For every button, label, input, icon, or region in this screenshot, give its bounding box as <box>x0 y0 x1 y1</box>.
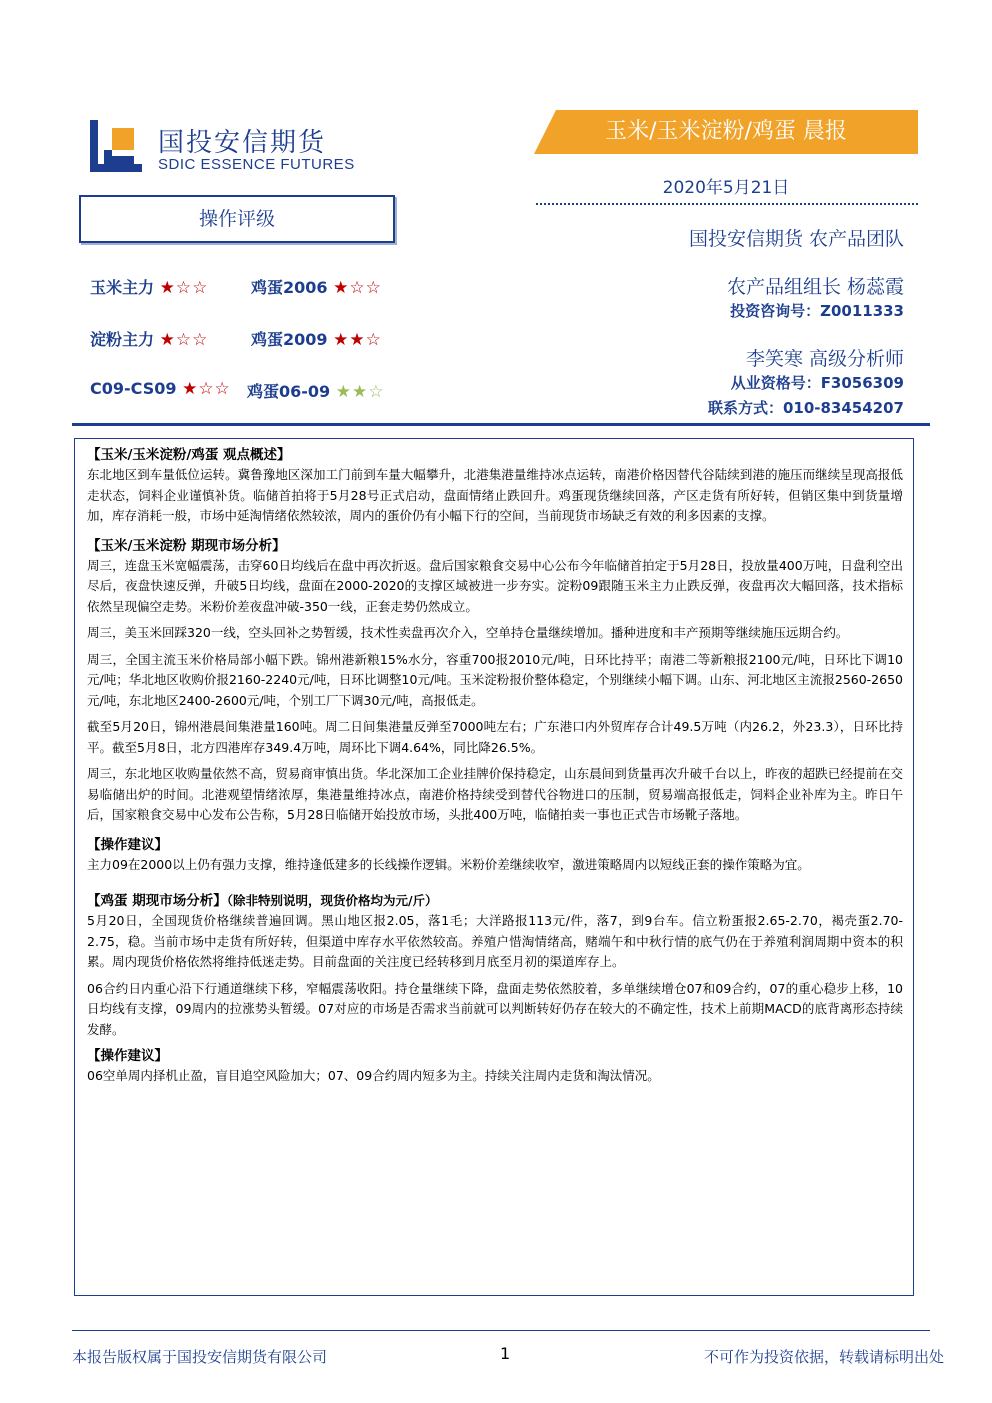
star-empty-icon: ☆ <box>365 330 382 350</box>
senior-analyst: 李笑寒 高级分析师 <box>745 348 904 370</box>
logo-mark-icon <box>90 120 142 172</box>
star-empty-icon: ☆☆ <box>198 379 231 399</box>
section-title-overview: 【玉米/玉米淀粉/鸡蛋 观点概述】 <box>87 447 291 463</box>
star-filled-icon: ★ <box>159 330 176 350</box>
lead-analyst: 农产品组组长 杨蕊霞 <box>726 276 904 298</box>
section-title-egg-analysis <box>87 891 903 911</box>
star-empty-icon: ☆ <box>368 382 385 402</box>
footer-copyright: 本报告版权属于国投安信期货有限公司 <box>72 1348 328 1366</box>
team-name: 国投安信期货 农产品团队 <box>688 228 904 250</box>
paragraph: 06空单周内择机止盈，盲目追空风险加大；07、09合约周内短多为主。持续关注周内走货和淘汰情况。 <box>87 1068 660 1083</box>
rating-label: 鸡蛋06-09 <box>247 382 331 401</box>
section-note: （除非特别说明，现货价格均为元/斤） <box>226 893 438 908</box>
report-title: 玉米/玉米淀粉/鸡蛋 晨报 <box>605 119 847 144</box>
contact-info: 联系方式：010-83454207 <box>707 399 904 417</box>
paragraph: 主力09在2000以上仍有强力支撑，维持逢低建多的长线操作逻辑。米粉价差继续收窄，激进策略周内以短线正套的操作策略为宜。 <box>87 856 810 872</box>
senior-analyst-id: 从业资格号：F3056309 <box>730 374 904 392</box>
section-title-advice-corn: 【操作建议】 <box>87 836 168 853</box>
report-date: 2020年5月21日 <box>662 178 790 198</box>
report-body <box>74 438 914 1296</box>
logo-text-cn: 国投安信期货 <box>158 128 327 158</box>
paragraph: 周三，东北地区收购量依然不高，贸易商审慎出货。华北深加工企业挂牌价保持稳定，山东晨间到货量再次升破千台以上，昨夜的超跌已经提前在交易临储出炉的时间。北港观望情绪浓厚，集港量维持冰点，南港价格持续受到替代谷物进口的压制，贸易端高报低走，饲料企业补库为主。昨日午后，国家粮食交易中心发布公告称，5月28日临储开始投放市场，头批400万吨，临储拍卖一事也正式告市场靴子落地。 <box>87 766 903 822</box>
logo-text-en: SDIC ESSENCE FUTURES <box>158 156 355 173</box>
star-filled-icon: ★★ <box>333 330 366 350</box>
rating-row <box>251 327 382 350</box>
paragraph: 周三，连盘玉米宽幅震荡，击穿60日均线后在盘中再次折返。盘后国家粮食交易中心公布今年临储首拍定于5月28日，投放量400万吨，日盘利空出尽后，夜盘快速反弹，升破5日均线，盘面在2000-2020的支撑区域被进一步夯实。淀粉09跟随玉米主力止跌反弹，夜盘再次大幅回落，技术指标依然呈现偏空走势。米粉价差夜盘冲破-350一线，正套走势仍然成立。 <box>87 557 903 614</box>
rating-label: C09-CS09 <box>90 379 177 398</box>
dotted-divider <box>536 203 918 205</box>
section-title-text: 【鸡蛋 期现市场分析】 <box>87 893 227 909</box>
paragraph: 截至5月20日，锦州港晨间集港量160吨。周二日间集港量反弹至7000吨左右；广东港口内外贸库存合计49.5万吨（内26.2，外23.3），日环比持平。截至5月8日，北方四港库存349.4万吨，周环比下调4.64%，同比降26.5%。 <box>87 719 903 755</box>
paragraph: 06合约日内重心沿下行通道继续下移，窄幅震荡收阳。持仓量继续下降，盘面走势依然胶着，多单继续增仓07和09合约，07的重心稳步上移，10日均线有支撑，09周内的拉涨势头暂缓。07对应的市场是否需求当前就可以判断转好仍存在较大的不确定性，技术上前期MACD的底背离形态持续发酵。 <box>87 980 903 1037</box>
star-filled-icon: ★ <box>159 278 176 298</box>
paragraph: 5月20日，全国现货价格继续普遍回调。黑山地区报2.05，落1毛；大洋路报113元/件，落7，到9台车。信立粉蛋报2.65-2.70，褐壳蛋2.70-2.75，稳。当前市场中走货有所好转，但渠道中库存水平依然较高。养殖户惜淘情绪高，赌端午和中秋行情的底气仍在于养殖利润周期中资本的积累。周内现货价格依然将维持低迷走势。目前盘面的关注度已经转移到月底至月初的渠道库存上。 <box>87 913 903 969</box>
rating-row <box>247 379 385 402</box>
paragraph: 东北地区到车量低位运转。冀鲁豫地区深加工门前到车量大幅攀升，北港集港量维持冰点运转，南港价格因替代谷陆续到港的施压而继续呈现高报低走状态，饲料企业谨慎补货。临储首拍将于5月28号正式启动，盘面情绪止跌回升。鸡蛋现货继续回落，产区走货有所好转，但销区集中到货量增加，库存消耗一般，市场中延淘情绪依然较浓，周内的蛋价仍有小幅下行的空间，当前现货市场缺乏有效的利多因素的支撑。 <box>87 467 903 523</box>
rating-row <box>251 275 382 298</box>
rating-label: 淀粉主力 <box>90 330 155 349</box>
section-title-advice-egg: 【操作建议】 <box>87 1048 168 1064</box>
header-divider <box>72 423 930 426</box>
rating-row <box>90 379 231 399</box>
rating-row <box>90 327 208 350</box>
rating-label: 鸡蛋2009 <box>251 330 328 349</box>
rating-row <box>90 275 208 298</box>
footer-disclaimer: 不可作为投资依据，转载请标明出处 <box>703 1348 944 1366</box>
page-number: 1 <box>500 1344 511 1363</box>
star-filled-icon: ★ <box>182 379 199 399</box>
star-empty-icon: ☆☆ <box>175 330 209 350</box>
star-filled-icon: ★ <box>333 278 350 298</box>
footer-divider <box>72 1330 930 1331</box>
paragraph: 周三，全国主流玉米价格局部小幅下跌。锦州港新粮15%水分，容重700报2010元/吨，日环比持平；南港二等新粮报2100元/吨，日环比下调10元/吨；华北地区收购价报2160-2240元/吨，日环比调整10元/吨。玉米淀粉报价整体稳定，个别继续小幅下调。山东、河北地区主流报2560-2650元/吨，东北地区2400-2600元/吨，个别工厂下调30元/吨，高报低走。 <box>87 651 903 708</box>
star-filled-icon: ★★ <box>335 382 369 402</box>
star-empty-icon: ☆☆ <box>175 278 209 298</box>
rating-title-box: 操作评级 <box>79 195 395 243</box>
star-empty-icon: ☆☆ <box>349 278 382 298</box>
paragraph: 周三，美玉米回踩320一线，空头回补之势暂缓，技术性卖盘再次介入，空单持仓量继续增加。播种进度和丰产预期等继续施压远期合约。 <box>87 625 849 640</box>
section-title-corn-analysis: 【玉米/玉米淀粉 期现市场分析】 <box>87 537 286 554</box>
rating-label: 玉米主力 <box>90 278 155 297</box>
lead-analyst-id: 投资咨询号：Z0011333 <box>730 302 904 320</box>
rating-label: 鸡蛋2006 <box>251 278 328 297</box>
